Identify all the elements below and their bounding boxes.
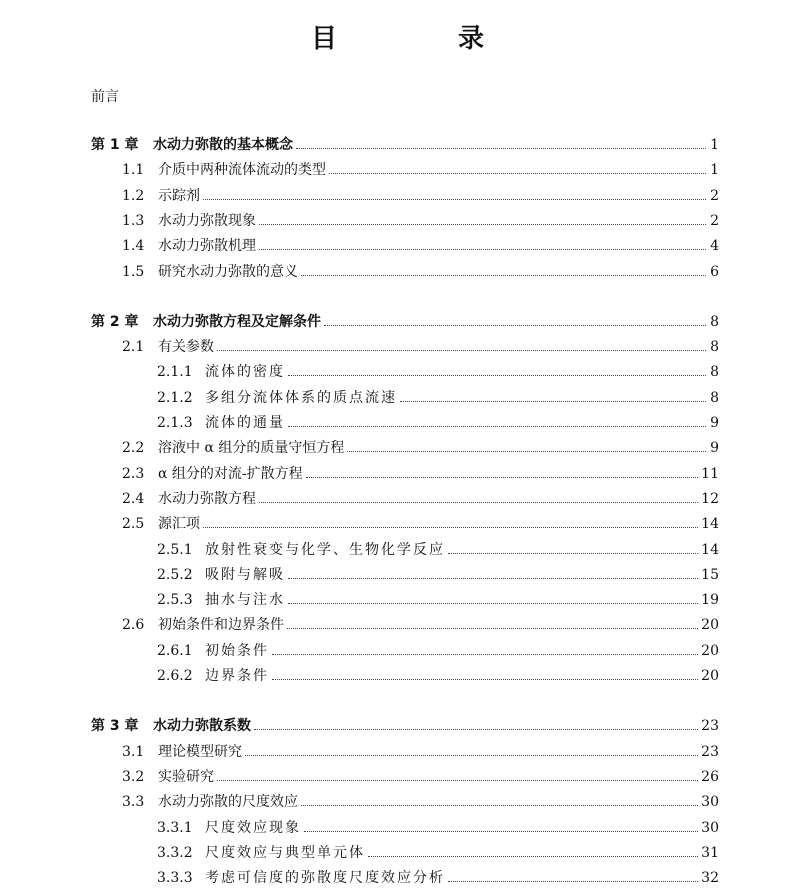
toc-leader-dots [288,375,706,376]
toc-entry-subsection[interactable] [157,666,719,686]
toc-leader-dots [272,679,698,680]
toc-entry-page: 20 [701,617,719,634]
toc-entry-page: 4 [710,238,719,255]
toc-entry-section[interactable] [122,337,719,357]
toc-entry-title: 水动力弥散的尺度效应 [158,794,298,811]
toc-entry-number: 3.3 [122,794,145,811]
toc-entry-section[interactable] [122,211,719,231]
toc-entry-page: 8 [710,339,719,356]
toc-entry-number: 3.1 [122,743,145,760]
toc-leader-dots [272,654,698,655]
toc-entry-page: 23 [701,743,719,760]
toc-entry-number: 3.3.3 [157,870,193,887]
toc-entry-page: 30 [701,794,719,811]
toc-entry-number: 2.5.3 [157,592,193,609]
page-title: 目 录 [310,24,541,54]
toc-entry-subsection[interactable] [157,818,719,838]
toc-entry-number: 1.3 [122,212,145,229]
toc-preface[interactable]: 前言 [91,89,119,105]
toc-leader-dots [329,173,706,174]
toc-entry-page: 12 [701,490,719,507]
toc-entry-title: 放射性衰变与化学、生物化学反应 [205,541,445,558]
toc-leader-dots [400,401,706,402]
toc-entry-section[interactable] [122,615,719,635]
toc-leader-dots [203,199,706,200]
toc-entry-page: 20 [701,642,719,659]
toc-entry-title: 水动力弥散机理 [158,238,256,255]
toc-entry-subsection[interactable] [157,362,719,382]
toc-entry-title: 理论模型研究 [158,743,242,760]
toc-entry-number: 2.6 [122,617,145,634]
toc-entry-title: 示踪剂 [158,187,200,204]
toc-entry-title: 研究水动力弥散的意义 [158,263,298,280]
toc-leader-dots [217,780,698,781]
toc-entry-title: 边界条件 [205,668,269,684]
toc-entry-title: 水动力弥散方程 [158,490,256,507]
toc-entry-title: α 组分的对流-扩散方程 [158,465,303,482]
toc-entry-section[interactable] [122,792,719,812]
toc-entry-number: 2.4 [122,490,145,507]
toc-leader-dots [296,148,706,149]
toc-entry-title: 考虑可信度的弥散度尺度效应分析 [205,870,445,887]
toc-entry-title: 水动力弥散系数 [153,718,251,735]
toc-entry-page: 8 [710,389,719,406]
toc-entry-page: 31 [701,844,719,861]
toc-leader-dots [301,805,698,806]
toc-entry-page: 30 [701,819,719,836]
toc-entry-page: 1 [710,137,719,153]
toc-entry-page: 19 [701,592,719,609]
toc-leader-dots [259,502,698,503]
toc-entry-page: 23 [701,718,719,735]
toc-entry-subsection[interactable] [157,388,719,408]
toc-entry-number: 2.5 [122,516,145,533]
toc-entry-section[interactable] [122,489,719,509]
toc-leader-dots [448,881,698,882]
toc-leader-dots [306,477,699,478]
toc-leader-dots [203,527,698,528]
toc-leader-dots [347,451,706,452]
toc-entry-subsection[interactable] [157,565,719,585]
toc-leader-dots [217,350,706,351]
toc-entry-chapter[interactable] [91,312,719,332]
toc-entry-subsection[interactable] [157,413,719,433]
toc-entry-title: 流体的密度 [205,364,285,381]
toc-entry-chapter[interactable] [91,716,719,736]
toc-entry-number: 第 2 章 [91,313,139,330]
toc-entry-number: 2.1 [122,339,145,356]
toc-entry-number: 第 1 章 [91,137,139,153]
toc-entry-page: 2 [710,187,719,204]
toc-entry-page: 9 [710,440,719,457]
toc-entry-section[interactable] [122,464,719,484]
toc-entry-number: 2.2 [122,440,145,457]
toc-entry-page: 9 [710,415,719,431]
toc-entry-section[interactable] [122,438,719,458]
toc-entry-number: 2.6.2 [157,668,193,684]
toc-entry-page: 14 [701,541,719,558]
toc-entry-page: 8 [710,364,719,381]
toc-leader-dots [287,628,698,629]
toc-entry-title: 流体的通量 [205,415,285,431]
toc-entry-number: 2.1.3 [157,415,193,431]
toc-entry-section[interactable] [122,236,719,256]
toc-entry-section[interactable] [122,742,719,762]
toc-entry-section[interactable] [122,186,719,206]
toc-leader-dots [301,275,706,276]
toc-entry-number: 2.5.1 [157,541,193,558]
toc-entry-page: 1 [710,162,719,179]
toc-entry-number: 3.3.1 [157,819,193,836]
toc-entry-title: 抽水与注水 [205,592,285,609]
toc-entry-page: 8 [710,313,719,330]
toc-entry-subsection[interactable] [157,641,719,661]
toc-entry-number: 2.1.2 [157,389,193,406]
toc-entry-title: 初始条件和边界条件 [158,617,284,634]
toc-entry-title: 吸附与解吸 [205,566,285,583]
toc-entry-page: 11 [701,465,719,482]
toc-entry-number: 2.6.1 [157,642,193,659]
toc-entry-subsection[interactable] [157,540,719,560]
toc-entry-title: 尺度效应现象 [205,819,301,836]
toc-leader-dots [304,831,698,832]
toc-entry-page: 2 [710,212,719,229]
toc-entry-section[interactable] [122,160,719,180]
toc-entry-title: 源汇项 [158,516,200,533]
toc-leader-dots [245,755,698,756]
toc-entry-title: 实验研究 [158,768,214,785]
toc-entry-number: 1.5 [122,263,145,280]
toc-entry-number: 1.4 [122,238,145,255]
toc-entry-subsection[interactable] [157,868,719,888]
toc-entry-title: 水动力弥散的基本概念 [153,137,293,153]
toc-entry-subsection[interactable] [157,590,719,610]
toc-entry-title: 介质中两种流体流动的类型 [158,162,326,179]
toc-entry-page: 15 [701,566,719,583]
toc-entry-title: 尺度效应与典型单元体 [205,844,365,861]
toc-entry-title: 溶液中 α 组分的质量守恒方程 [158,440,345,457]
toc-entry-number: 3.3.2 [157,844,193,861]
toc-entry-page: 32 [701,870,719,887]
toc-entry-subsection[interactable] [157,843,719,863]
toc-entry-title: 水动力弥散方程及定解条件 [153,313,321,330]
toc-entry-number: 3.2 [122,768,145,785]
toc-entry-number: 1.1 [122,162,145,179]
toc-entry-number: 1.2 [122,187,145,204]
toc-entry-title: 有关参数 [158,339,214,356]
toc-leader-dots [288,578,698,579]
toc-leader-dots [288,603,698,604]
toc-leader-dots [368,856,698,857]
toc-entry-section[interactable] [122,262,719,282]
toc-leader-dots [448,553,698,554]
toc-entry-page: 20 [701,668,719,684]
toc-leader-dots [259,249,706,250]
toc-leader-dots [288,426,706,427]
toc-entry-number: 第 3 章 [91,718,139,735]
toc-entry-page: 14 [701,516,719,533]
toc-entry-section[interactable] [122,767,719,787]
toc-entry-chapter[interactable] [91,135,719,155]
toc-entry-title: 水动力弥散现象 [158,212,256,229]
toc-entry-section[interactable] [122,514,719,534]
toc-entry-number: 2.3 [122,465,145,482]
toc-entry-number: 2.5.2 [157,566,193,583]
toc-entry-title: 多组分流体体系的质点流速 [205,389,397,406]
toc-entry-page: 6 [710,263,719,280]
toc-entry-page: 26 [701,768,719,785]
toc-entry-title: 初始条件 [205,642,269,659]
toc-entry-number: 2.1.1 [157,364,193,381]
toc-leader-dots [324,325,706,326]
toc-leader-dots [254,729,698,730]
toc-leader-dots [259,224,706,225]
